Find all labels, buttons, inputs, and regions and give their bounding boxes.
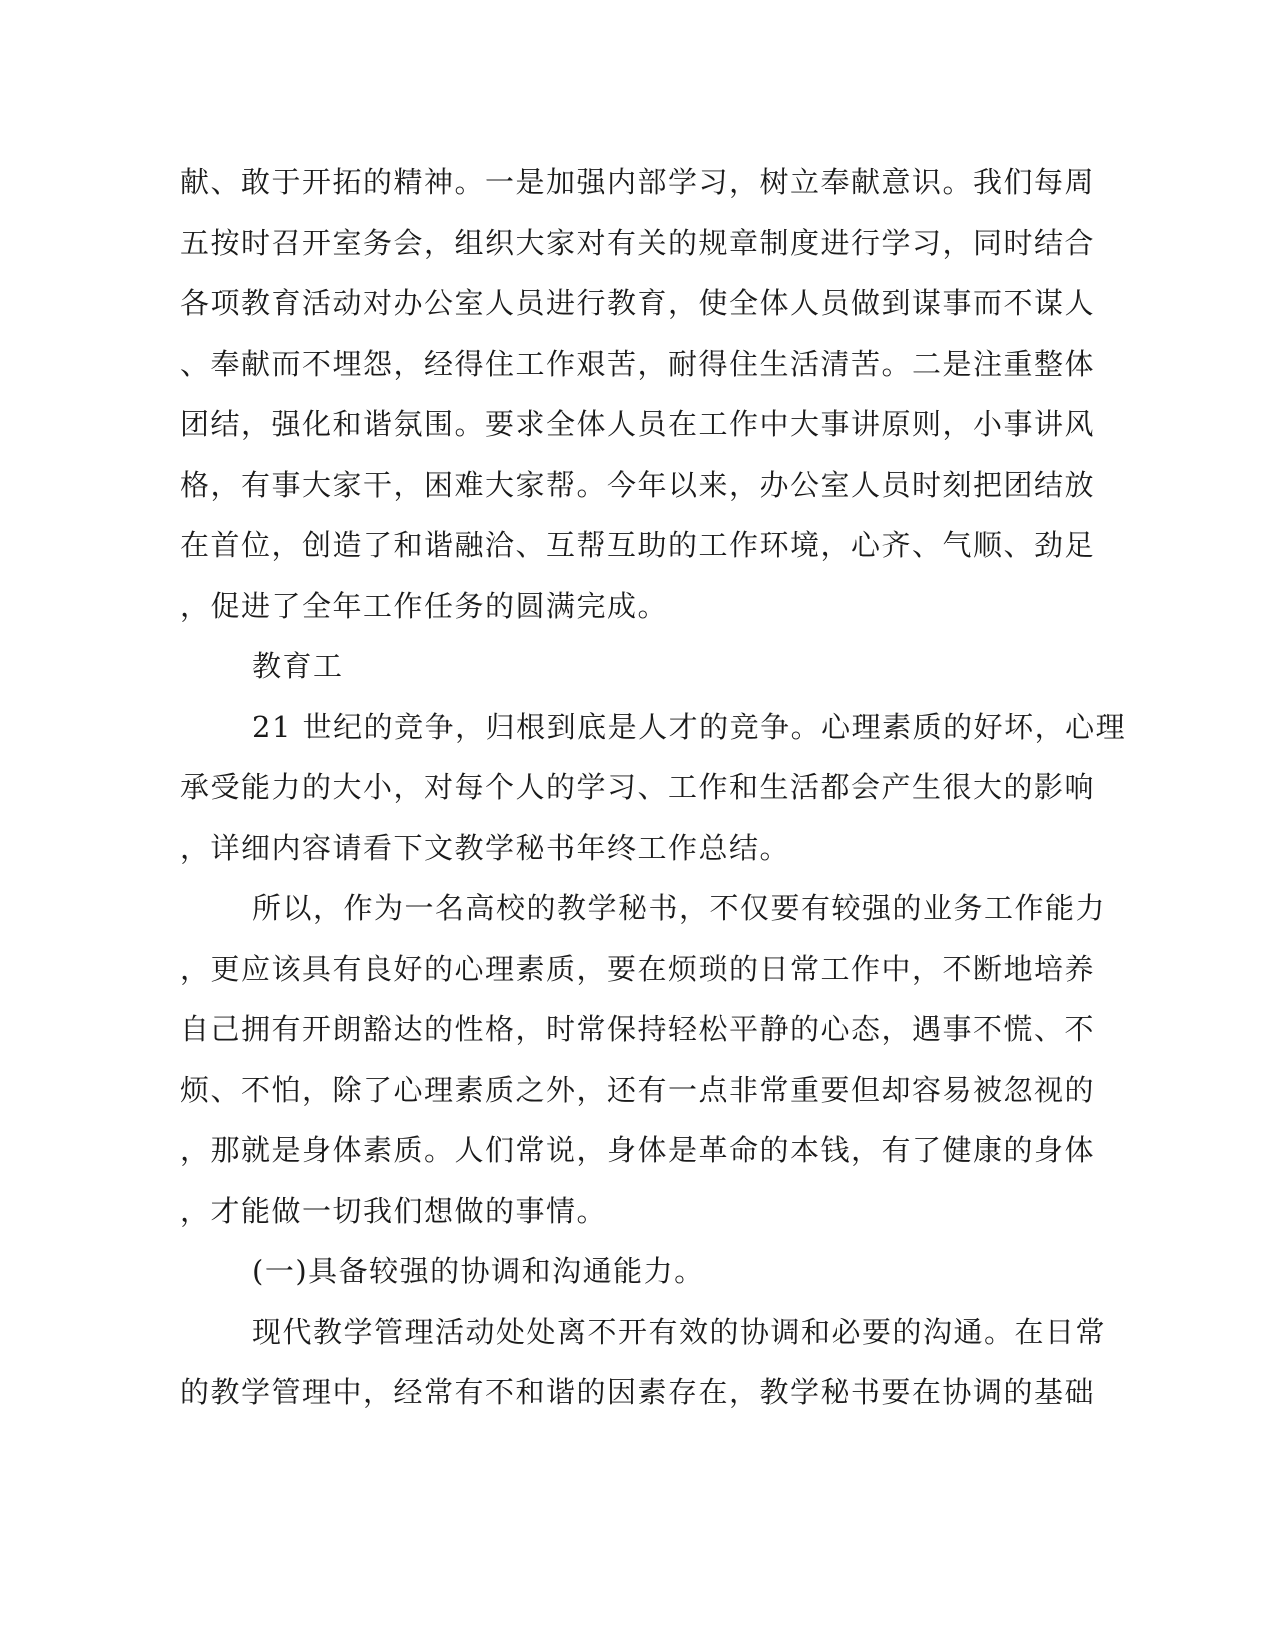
text-line: 21 世纪的竞争，归根到底是人才的竞争。心理素质的好坏，心理 bbox=[252, 709, 1127, 744]
text-line: 所以，作为一名高校的教学秘书，不仅要有较强的业务工作能力 bbox=[252, 891, 1107, 925]
text-line: 五按时召开室务会，组织大家对有关的规章制度进行学习，同时结合 bbox=[180, 225, 1096, 260]
text-line: 的教学管理中，经常有不和谐的因素存在，教学秘书要在协调的基础 bbox=[180, 1375, 1096, 1409]
text-line: 现代教学管理活动处处离不开有效的协调和必要的沟通。在日常 bbox=[252, 1314, 1107, 1349]
text-line: 自己拥有开朗豁达的性格，时常保持轻松平静的心态，遇事不慌、不 bbox=[180, 1012, 1096, 1046]
text-line: 承受能力的大小，对每个人的学习、工作和生活都会产生很大的影响 bbox=[180, 770, 1096, 804]
text-line: ，才能做一切我们想做的事情。 bbox=[180, 1193, 608, 1228]
text-line: 、奉献而不埋怨，经得住工作艰苦，耐得住生活清苦。二是注重整体 bbox=[180, 346, 1096, 381]
text-line: ，促进了全年工作任务的圆满完成。 bbox=[180, 588, 669, 623]
text-line: ，更应该具有良好的心理素质，要在烦琐的日常工作中，不断地培养 bbox=[180, 951, 1096, 986]
text-line: ，详细内容请看下文教学秘书年终工作总结。 bbox=[180, 830, 791, 865]
section-heading: 教育工 bbox=[252, 649, 344, 683]
text-line: 烦、不怕，除了心理素质之外，还有一点非常重要但却容易被忽视的 bbox=[180, 1072, 1096, 1107]
text-line: 各项教育活动对办公室人员进行教育，使全体人员做到谋事而不谋人 bbox=[180, 286, 1096, 320]
subsection-heading: (一)具备较强的协调和沟通能力。 bbox=[252, 1254, 705, 1288]
document-body bbox=[180, 152, 1127, 1423]
text-line: ，那就是身体素质。人们常说，身体是革命的本钱，有了健康的身体 bbox=[180, 1133, 1096, 1167]
text-line: 格，有事大家干，困难大家帮。今年以来，办公室人员时刻把团结放 bbox=[180, 467, 1096, 502]
text-line: 团结，强化和谐氛围。要求全体人员在工作中大事讲原则，小事讲风 bbox=[180, 407, 1096, 441]
text-line: 在首位，创造了和谐融洽、互帮互助的工作环境，心齐、气顺、劲足 bbox=[180, 528, 1096, 562]
text-line: 献、敢于开拓的精神。一是加强内部学习，树立奉献意识。我们每周 bbox=[180, 165, 1096, 199]
